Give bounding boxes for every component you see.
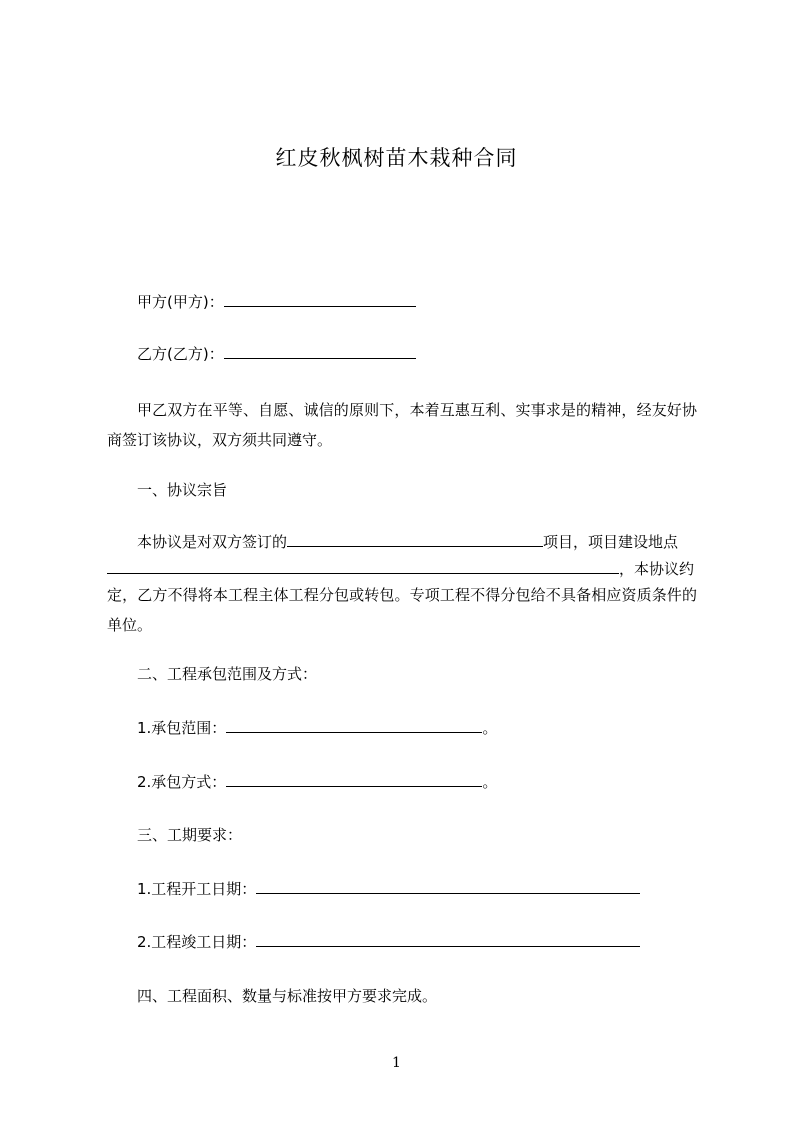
party-a-blank[interactable] [224,292,416,307]
project-name-blank[interactable] [287,532,543,547]
document-title: 红皮秋枫树苗木栽种合同 [275,146,518,170]
end-date-blank[interactable] [256,932,640,947]
section1-text-a: 本协议是对双方签订的 [137,533,288,551]
section1-text-c: ，本协议约 [619,560,695,578]
section1-line2 [107,559,694,579]
party-b-blank[interactable] [224,344,416,359]
party-a-line [137,292,416,312]
party-b-label: 乙方(乙方)： [137,345,224,363]
start-date-blank[interactable] [256,879,640,894]
end-date-line [137,932,640,952]
method-line [137,772,497,792]
section3-heading: 三、工期要求： [137,826,243,844]
section1-line1 [137,532,678,552]
end-date-label: 2.工程竣工日期： [137,933,257,951]
section1-text-b: 项目，项目建设地点 [543,533,679,551]
start-date-label: 1.工程开工日期： [137,880,257,898]
method-blank[interactable] [226,772,482,787]
method-label: 2.承包方式： [137,773,227,791]
scope-blank[interactable] [226,718,482,733]
party-a-label: 甲方(甲方)： [137,293,224,311]
method-period: 。 [482,773,498,791]
section2-heading: 二、工程承包范围及方式： [137,665,318,683]
section1-line3: 定，乙方不得将本工程主体工程分包或转包。专项工程不得分包给不具备相应资质条件的单位。 [107,586,697,634]
start-date-line [137,879,640,899]
scope-line [137,718,497,738]
scope-period: 。 [482,719,498,737]
project-location-blank[interactable] [107,559,619,574]
scope-label: 1.承包范围： [137,719,227,737]
page-number: 1 [392,1055,401,1071]
section4-heading: 四、工程面积、数量与标准按甲方要求完成。 [137,987,438,1005]
intro-paragraph: 甲乙双方在平等、自愿、诚信的原则下，本着互惠互利、实事求是的精神，经友好协商签订该协议，双方须共同遵守。 [107,401,697,449]
section1-heading: 一、协议宗旨 [137,481,228,499]
party-b-line [137,344,416,364]
